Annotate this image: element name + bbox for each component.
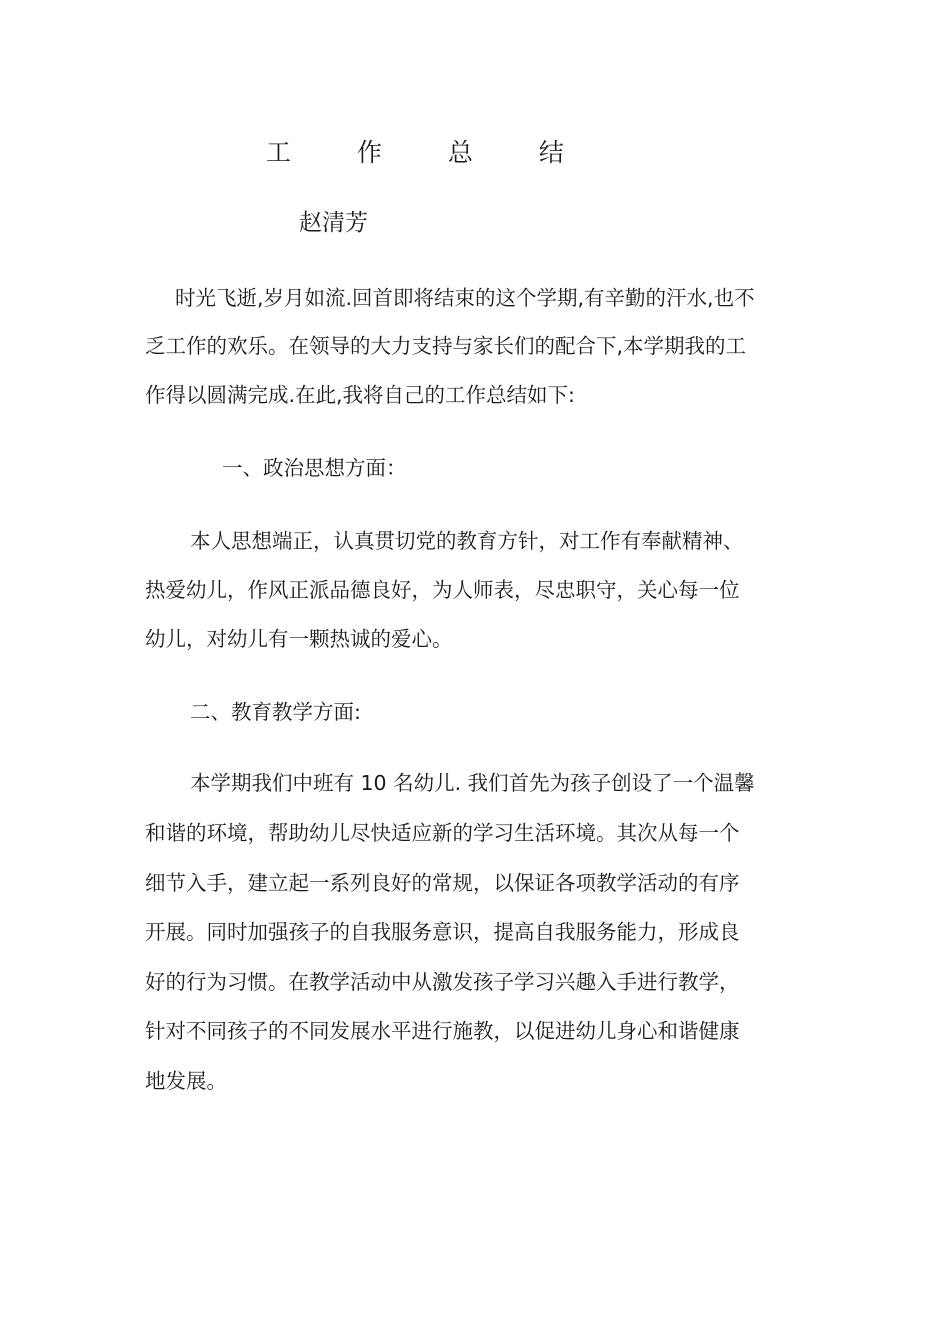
section2-heading: 二、教育教学方面: — [190, 700, 361, 724]
section2-line: 针对不同孩子的不同发展水平进行施教，以促进幼儿身心和谐健康 — [145, 1019, 740, 1043]
section2-line: 好的行为习惯。在教学活动中从激发孩子学习兴趣入手进行教学， — [145, 970, 740, 994]
document-title: 工 作 总 结 — [266, 138, 593, 167]
section1-line: 热爱幼儿，作风正派品德良好，为人师表，尽忠职守，关心每一位 — [145, 578, 740, 602]
section1-heading: 一、政治思想方面： — [222, 456, 407, 480]
section2-line: 开展。同时加强孩子的自我服务意识，提高自我服务能力，形成良 — [145, 920, 740, 944]
intro-line: 时光飞逝,岁月如流.回首即将结束的这个学期,有辛勤的汗水,也不 — [175, 286, 755, 310]
intro-line: 作得以圆满完成.在此,我将自己的工作总结如下: — [145, 383, 575, 407]
section1-line: 本人思想端正，认真贯切党的教育方针，对工作有奉献精神、 — [190, 529, 744, 553]
section2-line: 和谐的环境，帮助幼儿尽快适应新的学习生活环境。其次从每一个 — [145, 821, 740, 845]
section2-line: 细节入手，建立起一系列良好的常规，以保证各项教学活动的有序 — [145, 871, 740, 895]
author-name: 赵清芳 — [299, 210, 368, 236]
intro-line: 乏工作的欢乐。在领导的大力支持与家长们的配合下,本学期我的工 — [145, 334, 747, 358]
section2-line: 地发展。 — [145, 1069, 227, 1093]
section2-line: 本学期我们中班有 10 名幼儿. 我们首先为孩子创设了一个温馨 — [190, 771, 755, 795]
section1-line: 幼儿，对幼儿有一颗热诚的爱心。 — [145, 627, 453, 651]
